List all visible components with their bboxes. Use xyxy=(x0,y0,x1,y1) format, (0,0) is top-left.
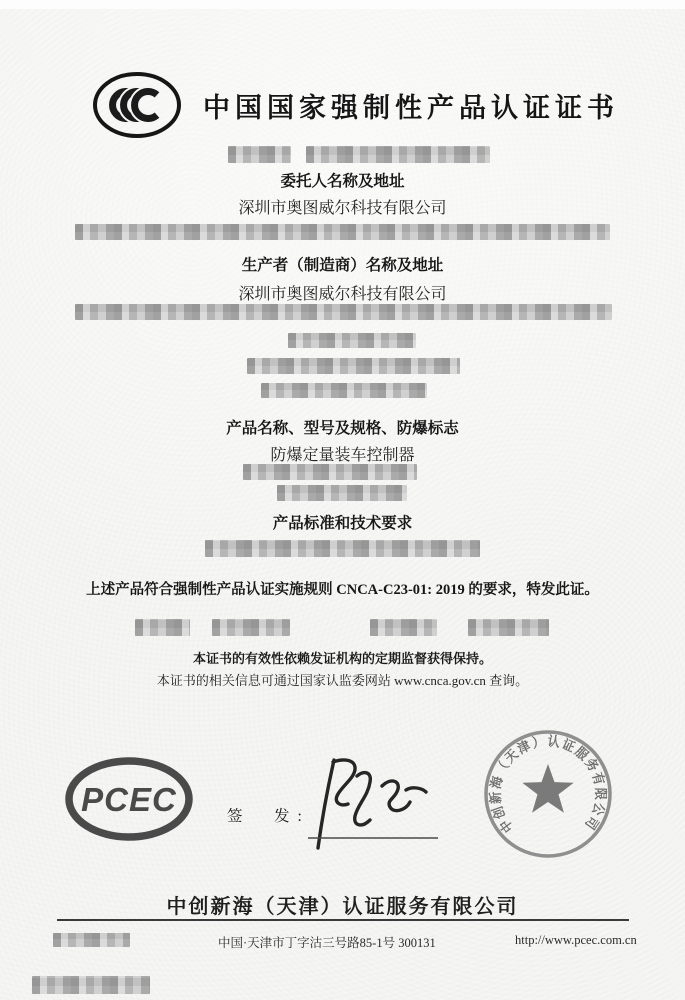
pcec-logo xyxy=(63,756,195,842)
manufacturer-heading: 生产者（制造商）名称及地址 xyxy=(241,257,444,274)
signature xyxy=(300,752,440,852)
pcec-logo-text: PCEC xyxy=(81,781,177,818)
redacted-footer-left xyxy=(53,933,130,947)
issuer-website: http://www.pcec.com.cn xyxy=(515,933,637,947)
applicant-heading: 委托人名称及地址 xyxy=(280,173,405,190)
redacted-factory-address xyxy=(261,383,427,398)
redacted-issue-date-value xyxy=(212,619,290,636)
redacted-factory-heading xyxy=(288,333,416,348)
applicant-name: 深圳市奥图威尔科技有限公司 xyxy=(238,200,447,217)
footer-divider xyxy=(57,919,629,921)
redacted-expiry-date-value xyxy=(468,619,549,636)
ccc-mark-icon xyxy=(92,71,182,139)
issuer-name: 中创新海（天津）认证服务有限公司 xyxy=(166,896,519,918)
manufacturer-name: 深圳市奥图威尔科技有限公司 xyxy=(238,286,447,303)
redacted-product-model xyxy=(243,464,417,480)
product-heading: 产品名称、型号及规格、防爆标志 xyxy=(226,420,459,437)
certificate-title: 中国国家强制性产品认证证书 xyxy=(203,93,619,123)
standards-heading: 产品标准和技术要求 xyxy=(272,515,413,532)
sign-label: 签 发: xyxy=(227,808,310,825)
redacted-certificate-number xyxy=(306,146,490,163)
redacted-certificate-number xyxy=(228,146,291,163)
stamp-text: 中创新海（天津）认证服务有限公司 xyxy=(487,733,609,836)
issuer-address: 中国·天津市丁字沽三号路85-1号 300131 xyxy=(218,936,436,950)
conformity-statement: 上述产品符合强制性产品认证实施规则 CNCA-C23-01: 2019 的要求，特发此证。 xyxy=(86,582,599,598)
product-name: 防爆定量装车控制器 xyxy=(270,447,415,464)
redacted-issue-date-label xyxy=(135,619,190,636)
redacted-bottom-left xyxy=(32,976,150,994)
redacted-expiry-date-label xyxy=(370,619,437,636)
query-note: 本证书的相关信息可通过国家认监委网站 www.cnca.gov.cn 查询。 xyxy=(156,673,529,688)
validity-note: 本证书的有效性依赖发证机构的定期监督获得保持。 xyxy=(192,651,492,666)
redacted-factory-name xyxy=(247,358,460,374)
company-stamp xyxy=(481,727,615,861)
stamp-star-icon xyxy=(522,764,573,813)
redacted-manufacturer-address xyxy=(75,304,612,320)
redacted-product-spec xyxy=(277,485,407,501)
redacted-standards-value xyxy=(205,540,480,557)
redacted-applicant-address xyxy=(75,224,610,240)
